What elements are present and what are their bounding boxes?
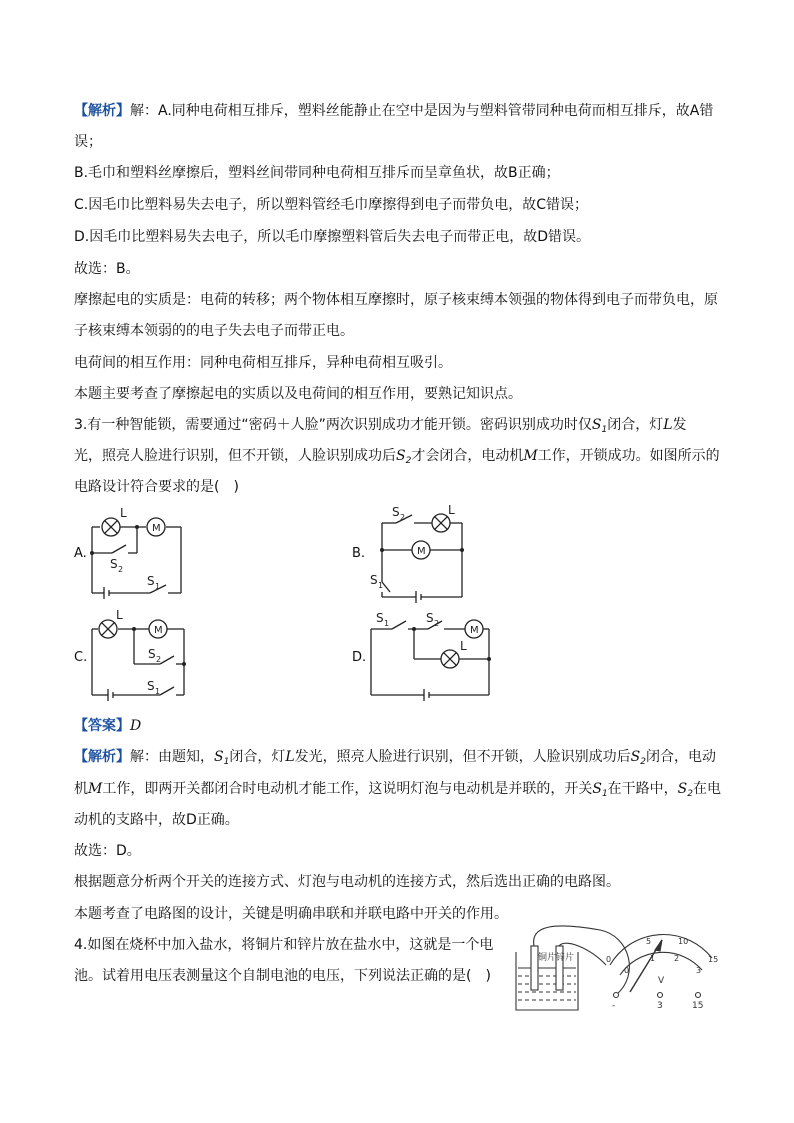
terminal-minus: - — [612, 1001, 616, 1011]
label-sub: 1 — [378, 581, 384, 590]
analysis-tag: 【解析】 — [74, 749, 130, 765]
label-s: S — [147, 574, 155, 588]
question4-line-2: 池。试着用电压表测量这个自制电池的电压，下列说法正确的是( ) — [74, 968, 491, 984]
junction-dot — [460, 548, 464, 552]
question3-line-2: 光，照亮人脸进行识别，但不开锁，人脸识别成功后$S_2$才会闭合，电动机M工作，开锁成功。如图所示的 — [74, 448, 720, 466]
scale-bottom-3: 3 — [696, 966, 702, 975]
scale-top-10: 10 — [678, 937, 689, 946]
analysis-tag: 【解析】 — [74, 103, 130, 119]
analysis3-line-1: 【解析】解：由题知，$S_1$闭合，灯L发光，照亮人脸进行识别，但不开锁，人脸识别成功后$S_2$闭合，电动 — [74, 749, 716, 767]
analysis3-summary: 本题考查了电路图的设计，关键是明确串联和并联电路中开关的作用。 — [74, 906, 508, 922]
label-m: M — [152, 523, 161, 534]
scale-bottom-1: 1 — [650, 954, 656, 963]
circuit-option-a — [92, 518, 181, 599]
junction-dot — [380, 548, 384, 552]
answer-value: D — [130, 718, 142, 734]
analysis3-line-3: 动机的支路中，故D正确。 — [74, 812, 239, 828]
scale-top-0: 0 — [606, 955, 612, 964]
scale-bottom-0: 0 — [624, 966, 630, 975]
junction-dot — [182, 662, 186, 666]
scale-top-5: 5 — [646, 937, 652, 946]
analysis-text: 解：A.同种电荷相互排斥，塑料丝能静止在空中是因为与塑料管带同种电荷而相互排斥，故A错 — [130, 103, 714, 119]
explanation-line-1: 摩擦起电的实质是：电荷的转移；两个物体相互摩擦时，原子核束缚本领强的物体得到电子而带负电，原 — [74, 292, 718, 308]
label-s: S — [147, 679, 155, 693]
label-l: L — [448, 503, 455, 517]
scale-top-15: 15 — [708, 955, 719, 964]
label-sub: 2 — [434, 619, 440, 628]
label-sub: 1 — [155, 687, 161, 696]
label-sub: 1 — [384, 619, 390, 628]
explanation-line-2: 子核束缚本领弱的的电子失去电子而带正电。 — [74, 323, 354, 339]
analysis3-choice: 故选：D。 — [74, 843, 141, 859]
label-s: S — [376, 611, 384, 625]
analysis-line-5: D.因毛巾比塑料易失去电子，所以毛巾摩擦塑料管后失去电子而带正电，故D错误。 — [74, 229, 591, 245]
terminal-15: 15 — [692, 1001, 704, 1011]
choice-line: 故选：B。 — [74, 261, 140, 277]
scale-bottom-2: 2 — [674, 954, 680, 963]
label-l: L — [460, 639, 467, 653]
junction-dot — [412, 627, 416, 631]
label-s: S — [110, 557, 118, 571]
label-s: S — [148, 647, 156, 661]
junction-dot — [487, 657, 491, 661]
label-sub: 2 — [400, 513, 406, 522]
label-sub: 2 — [118, 565, 124, 574]
answer-tag: 【答案】 — [74, 718, 130, 734]
label-l: L — [116, 608, 123, 622]
junction-dot — [135, 525, 139, 529]
label-m: M — [417, 546, 426, 557]
analysis-line-3: B.毛巾和塑料丝摩擦后，塑料丝间带同种电荷相互排斥而呈章鱼状，故B正确； — [74, 165, 560, 181]
label-s: S — [426, 611, 434, 625]
explanation-line-3: 电荷间的相互作用：同种电荷相互排斥，异种电荷相互吸引。 — [74, 355, 452, 371]
meter-letter: V — [658, 976, 665, 986]
summary-line: 本题主要考查了摩擦起电的实质以及电荷间的相互作用，要熟记知识点。 — [74, 386, 522, 402]
label-s: S — [392, 505, 400, 519]
circuit-option-b — [382, 514, 462, 603]
terminal-3: 3 — [657, 1001, 663, 1011]
label-sub: 2 — [156, 655, 162, 664]
option-b-label: B. — [352, 546, 366, 561]
label-s: S — [370, 573, 378, 587]
circuit-option-c — [92, 620, 184, 701]
label-sub: 1 — [155, 582, 161, 591]
option-d-label: D. — [352, 650, 367, 665]
analysis-line-2: 误； — [74, 134, 102, 150]
analysis-line-4: C.因毛巾比塑料易失去电子，所以塑料管经毛巾摩擦得到电子而带负电，故C错误； — [74, 197, 588, 213]
option-c-label: C. — [74, 650, 88, 665]
answer-line — [74, 716, 141, 736]
plate-label: 铜片锌片 — [538, 953, 575, 963]
label-m: M — [154, 625, 163, 636]
option-a-label: A. — [74, 546, 87, 561]
question4-line-1: 4.如图在烧杯中加入盐水，将铜片和锌片放在盐水中，这就是一个电 — [74, 937, 494, 953]
junction-dot — [132, 627, 136, 631]
analysis3-line-2: 机M工作，即两开关都闭合时电动机才能工作，这说明灯泡与电动机是并联的，开关$S_1$在干路中，$S_2$在电 — [74, 781, 721, 799]
label-l: L — [120, 506, 127, 520]
label-m: M — [470, 625, 479, 636]
analysis3-method: 根据题意分析两个开关的连接方式、灯泡与电动机的连接方式，然后选出正确的电路图。 — [74, 874, 620, 890]
question3-line-3: 电路设计符合要求的是( ) — [74, 479, 239, 495]
question3-line-1: 3.有一种智能锁，需要通过“密码＋人脸”两次识别成功才能开锁。密码识别成功时仅$S_1$闭合，灯L发 — [74, 417, 687, 435]
junction-dot — [90, 551, 94, 555]
